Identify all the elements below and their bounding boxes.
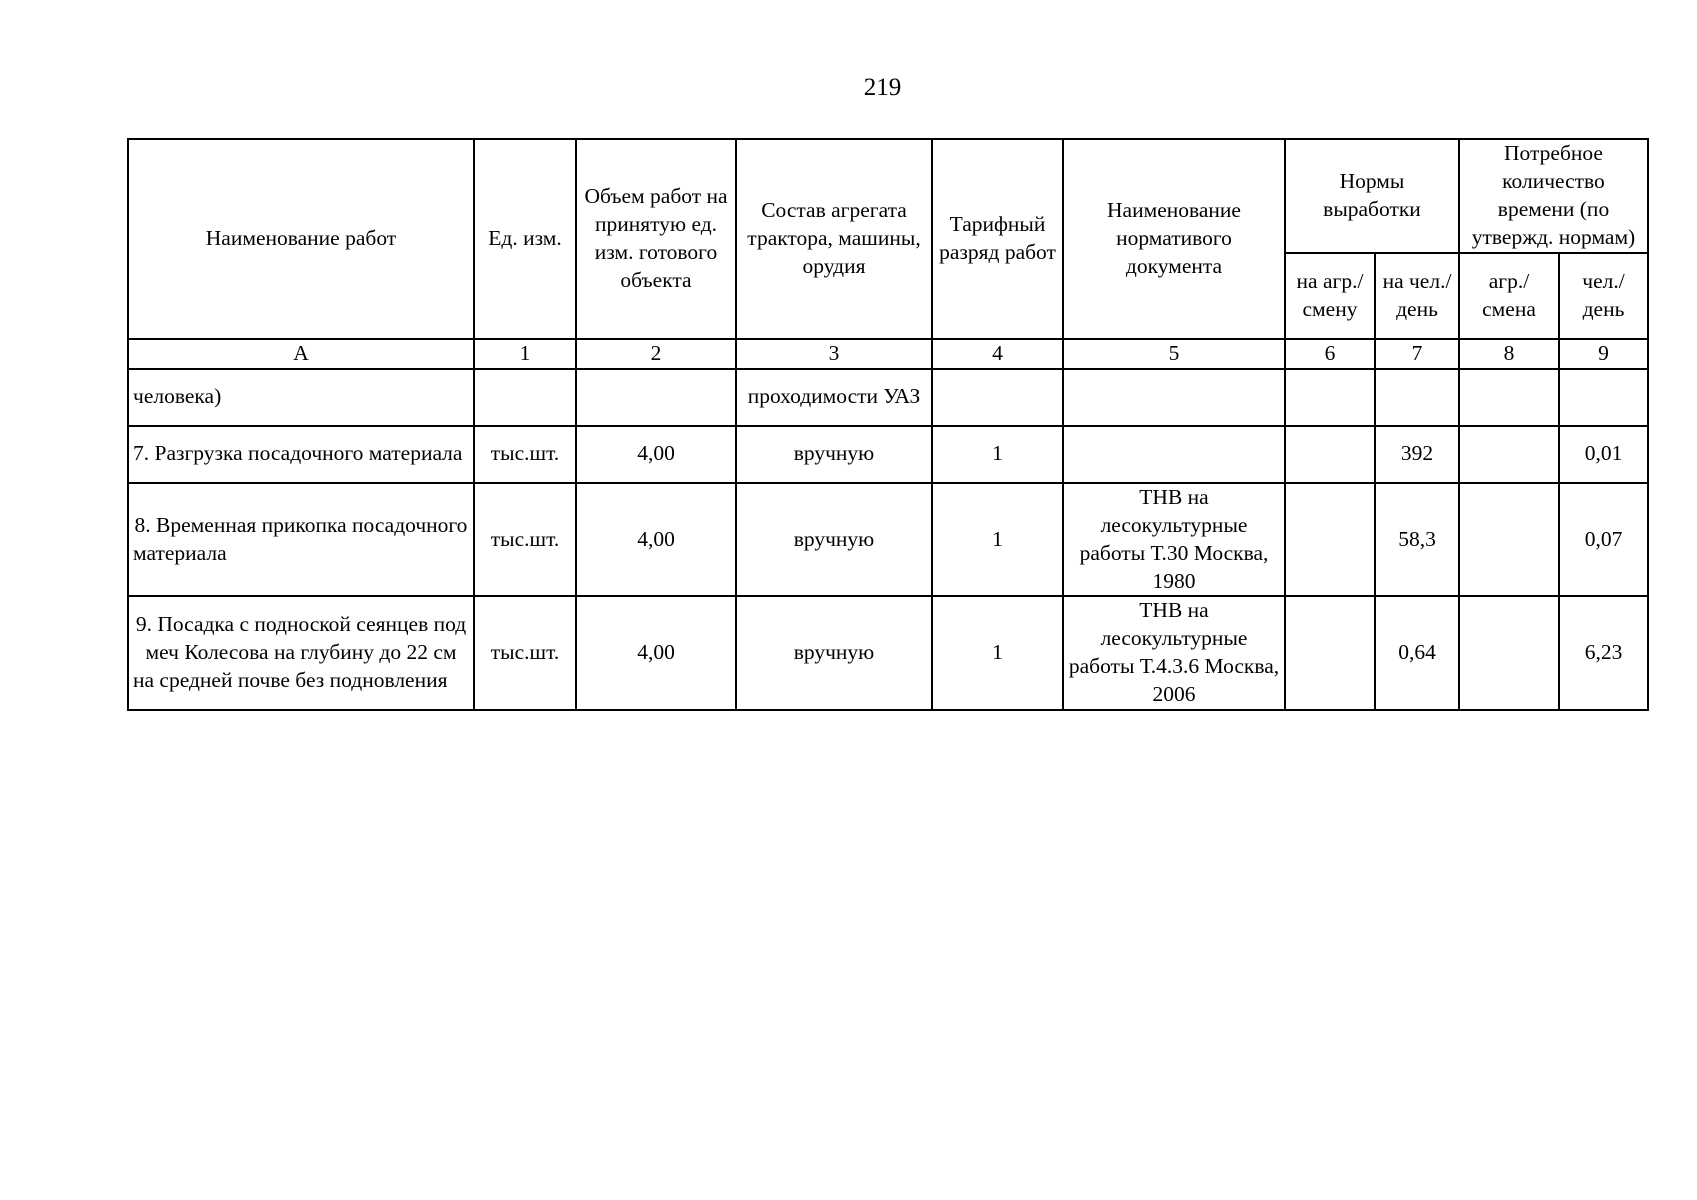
header-document: Наименование нормативого документа [1063,139,1285,339]
time-agr-cell [1459,426,1559,483]
norm-agr-cell [1285,369,1375,426]
work-norms-table [127,138,1649,711]
work-name: 8. Временная прикопка посадочного материала [128,483,474,597]
unit-cell: тыс.шт. [474,596,576,710]
column-index: 9 [1559,339,1648,369]
composition-cell: вручную [736,483,932,597]
document-cell: ТНВ на лесокультурные работы Т.4.3.6 Москва, 2006 [1063,596,1285,710]
unit-cell [474,369,576,426]
tariff-cell: 1 [932,596,1063,710]
composition-cell: проходимости УАЗ [736,369,932,426]
time-agr-cell [1459,596,1559,710]
norm-person-cell [1375,369,1459,426]
unit-cell: тыс.шт. [474,483,576,597]
norm-agr-cell [1285,483,1375,597]
column-index: 7 [1375,339,1459,369]
time-person-cell: 0,07 [1559,483,1648,597]
norm-person-cell: 392 [1375,426,1459,483]
header-norm-per-agr: на агр./ смену [1285,253,1375,339]
composition-cell: вручную [736,596,932,710]
norm-agr-cell [1285,426,1375,483]
work-name: 9. Посадка с подноской сеянцев под меч Колесова на глубину до 22 см на средней почве без подновления [128,596,474,710]
table-row [128,369,1648,426]
header-time-group: Потребное количество времени (по утвержд. нормам) [1459,139,1648,253]
header-norms-group: Нормы выработки [1285,139,1459,253]
header-row [128,139,1648,253]
table-row [128,426,1648,483]
column-index: 4 [932,339,1063,369]
document-cell [1063,369,1285,426]
column-index: 3 [736,339,932,369]
header-name: Наименование работ [128,139,474,339]
column-index: 8 [1459,339,1559,369]
column-index: А [128,339,474,369]
header-tariff: Тарифный разряд работ [932,139,1063,339]
header-volume: Объем работ на принятую ед. изм. готового объекта [576,139,736,339]
norm-person-cell: 58,3 [1375,483,1459,597]
document-cell: ТНВ на лесокультурные работы Т.30 Москва, 1980 [1063,483,1285,597]
volume-cell: 4,00 [576,596,736,710]
column-index: 5 [1063,339,1285,369]
norm-person-cell: 0,64 [1375,596,1459,710]
work-name: 7. Разгрузка посадочного материала [128,426,474,483]
column-index: 1 [474,339,576,369]
table-row [128,483,1648,597]
tariff-cell: 1 [932,426,1063,483]
unit-cell: тыс.шт. [474,426,576,483]
header-norm-per-person: на чел./ день [1375,253,1459,339]
norm-agr-cell [1285,596,1375,710]
volume-cell: 4,00 [576,426,736,483]
volume-cell [576,369,736,426]
composition-cell: вручную [736,426,932,483]
time-person-cell: 0,01 [1559,426,1648,483]
header-composition: Состав агрегата трактора, машины, орудия [736,139,932,339]
header-time-person: чел./ день [1559,253,1648,339]
time-agr-cell [1459,483,1559,597]
column-index-row [128,339,1648,369]
volume-cell: 4,00 [576,483,736,597]
document-cell [1063,426,1285,483]
header-unit: Ед. изм. [474,139,576,339]
time-person-cell: 6,23 [1559,596,1648,710]
time-person-cell [1559,369,1648,426]
time-agr-cell [1459,369,1559,426]
header-time-agr: агр./ смена [1459,253,1559,339]
table-row [128,596,1648,710]
work-name: человека) [128,369,474,426]
tariff-cell: 1 [932,483,1063,597]
column-index: 6 [1285,339,1375,369]
column-index: 2 [576,339,736,369]
tariff-cell [932,369,1063,426]
page-number: 219 [863,74,902,101]
